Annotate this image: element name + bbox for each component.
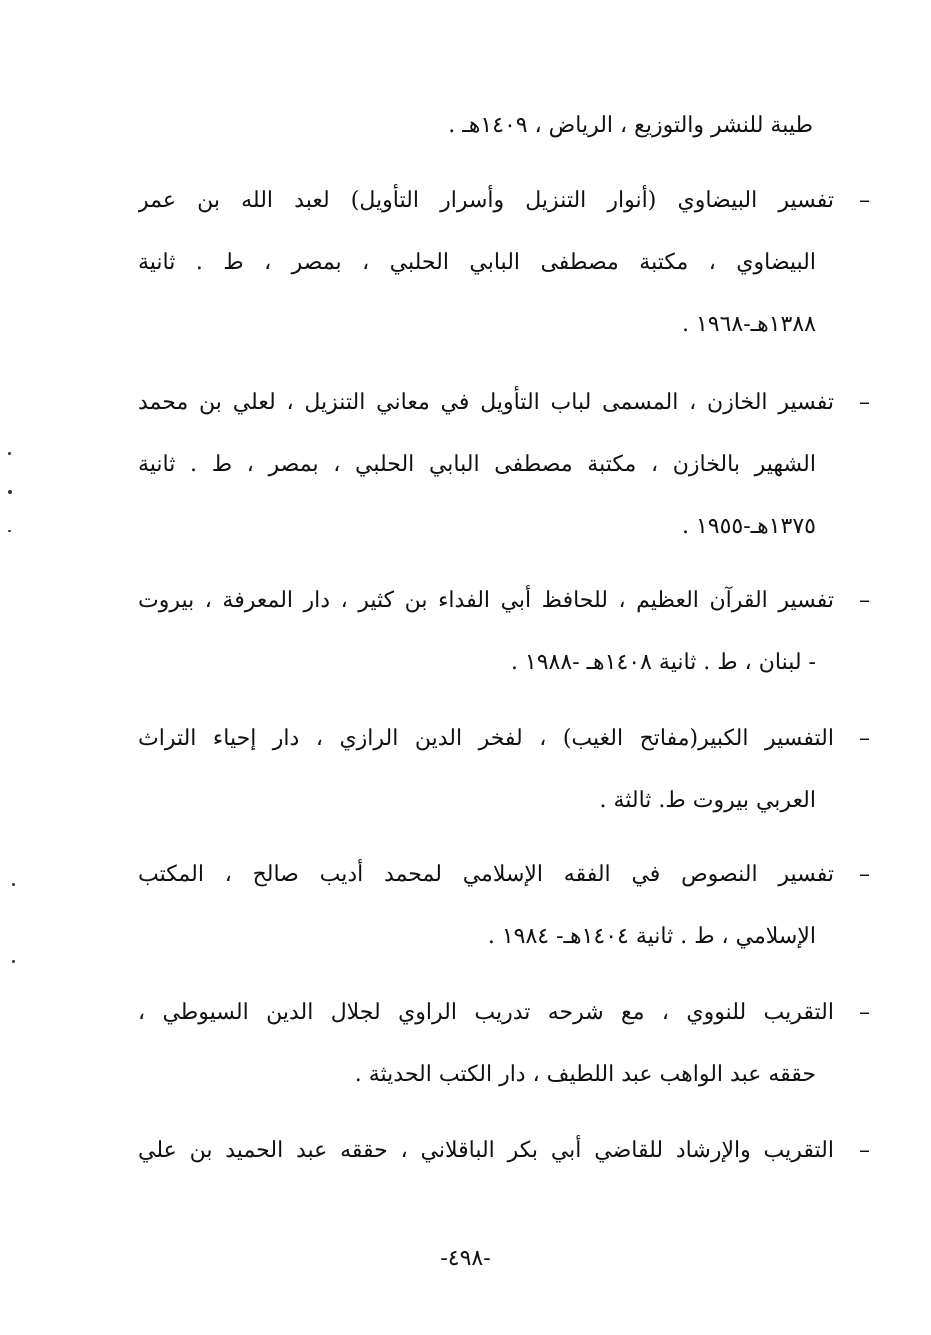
entry-dash: – [859, 1000, 870, 1025]
scan-speck [8, 452, 11, 455]
bibliography-entry [138, 570, 870, 694]
bibliography-entry [138, 844, 870, 968]
entry-line: ١٣٨٨هـ-١٩٦٨ . [681, 312, 816, 337]
scan-speck [12, 960, 15, 963]
bibliography-entry [138, 170, 870, 356]
page-number: -٤٩٨- [440, 1246, 491, 1271]
entry-dash: – [859, 588, 870, 613]
entry-line: –التقريب للنووي ، مع شرحه تدريب الراوي لجلال الدين السيوطي ، [138, 982, 870, 1044]
entry-dash: – [859, 862, 870, 887]
bibliography-entry [138, 372, 870, 558]
entry-dash: – [859, 726, 870, 751]
entry-line: ١٣٧٥هـ-١٩٥٥ . [681, 514, 816, 539]
scan-speck [8, 490, 12, 494]
entry-line: –تفسير القرآن العظيم ، للحافظ أبي الفداء بن كثير ، دار المعرفة ، بيروت [138, 570, 870, 632]
entry-line: البيضاوي ، مكتبة مصطفى البابي الحلبي ، بمصر ، ط . ثانية [138, 250, 816, 275]
entry-line: الشهير بالخازن ، مكتبة مصطفى البابي الحلبي ، بمصر ، ط . ثانية [138, 452, 816, 477]
bibliography-entry [138, 708, 870, 832]
entry-line: –تفسير الخازن ، المسمى لباب التأويل في معاني التنزيل ، لعلي بن محمد [138, 372, 870, 434]
scan-speck [12, 883, 15, 886]
entry-dash: – [859, 390, 870, 415]
entry-line: - لبنان ، ط . ثانية ١٤٠٨هـ -١٩٨٨ . [510, 650, 816, 675]
entry-line: الإسلامي ، ط . ثانية ١٤٠٤هـ- ١٩٨٤ . [487, 924, 816, 949]
entry-line: –تفسير النصوص في الفقه الإسلامي لمحمد أديب صالح ، المكتب [138, 844, 870, 906]
bibliography-entry [138, 1120, 870, 1182]
bibliography-entry [138, 982, 870, 1106]
entry-line: –تفسير البيضاوي (أنوار التنزيل وأسرار التأويل) لعبد الله بن عمر [138, 170, 870, 232]
continuation-line: طيبة للنشر والتوزيع ، الرياض ، ١٤٠٩هـ . [448, 113, 813, 138]
entry-line: حققه عبد الواهب عبد اللطيف ، دار الكتب الحديثة . [354, 1062, 816, 1087]
entry-dash: – [859, 188, 870, 213]
entry-line: –التقريب والإرشاد للقاضي أبي بكر الباقلاني ، حققه عبد الحميد بن علي [138, 1120, 870, 1182]
scan-speck [8, 530, 11, 532]
entry-line: العربي بيروت ط. ثالثة . [599, 788, 816, 813]
entry-dash: – [859, 1138, 870, 1163]
entry-line: –التفسير الكبير(مفاتح الغيب) ، لفخر الدين الرازي ، دار إحياء التراث [138, 708, 870, 770]
